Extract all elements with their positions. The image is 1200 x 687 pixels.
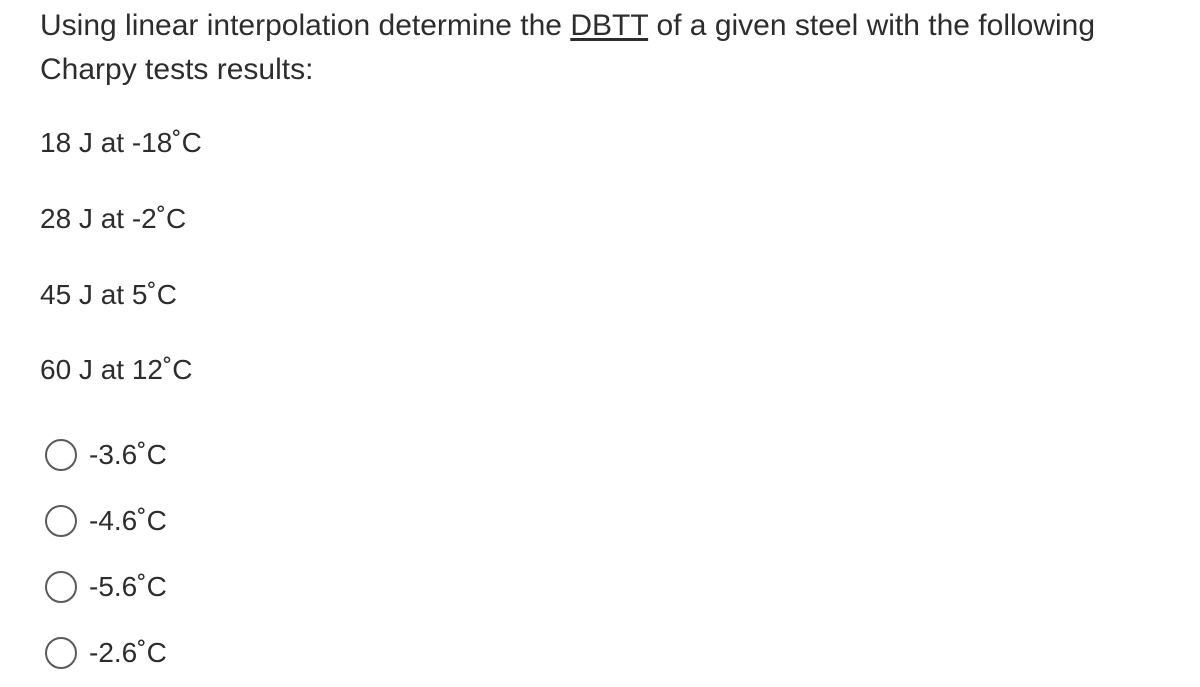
charpy-result-4: 60 J at 12˚C xyxy=(40,354,193,385)
answer-option-label: -5.6˚C xyxy=(89,571,167,602)
answer-option-1[interactable] xyxy=(45,437,167,473)
radio-button[interactable] xyxy=(45,571,77,603)
radio-button[interactable] xyxy=(45,505,77,537)
question-text-start: Using linear interpolation determine the xyxy=(40,9,571,42)
dbtt-term: DBTT xyxy=(570,9,649,42)
answer-option-3[interactable] xyxy=(45,569,167,605)
charpy-result-2: 28 J at -2˚C xyxy=(40,203,187,234)
answer-option-label: -4.6˚C xyxy=(89,505,167,536)
answer-option-2[interactable] xyxy=(45,503,167,539)
charpy-result-1: 18 J at -18˚C xyxy=(40,127,202,158)
answer-option-label: -3.6˚C xyxy=(89,439,167,470)
answer-option-label: -2.6˚C xyxy=(89,637,167,668)
question-text-end: of a given steel with the following Charpy tests results: xyxy=(40,9,1096,86)
question-text xyxy=(40,4,1180,92)
charpy-result-3: 45 J at 5˚C xyxy=(40,279,177,310)
radio-button[interactable] xyxy=(45,637,77,669)
radio-button[interactable] xyxy=(45,439,77,471)
answer-option-4[interactable] xyxy=(45,635,167,671)
